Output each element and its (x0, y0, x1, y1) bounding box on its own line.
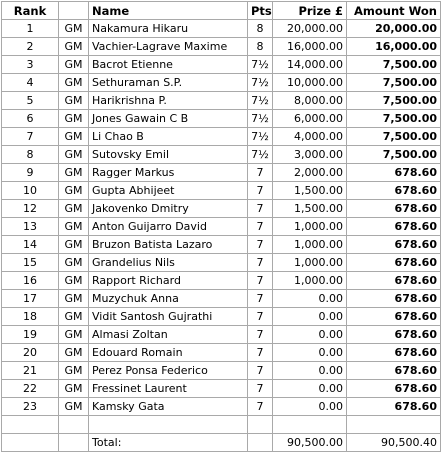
prize-cell: 0.00 (273, 326, 347, 344)
header-pts: Pts (248, 2, 273, 20)
rank-cell: 9 (2, 164, 59, 182)
points-cell: 7½ (248, 146, 273, 164)
prize-cell: 4,000.00 (273, 128, 347, 146)
rank-cell: 15 (2, 254, 59, 272)
points-cell: 7 (248, 380, 273, 398)
points-cell: 8 (248, 20, 273, 38)
table-row (2, 362, 441, 380)
title-cell: GM (59, 164, 89, 182)
amount-won-cell: 678.60 (347, 308, 441, 326)
table-row (2, 128, 441, 146)
rank-cell: 23 (2, 398, 59, 416)
table-row (2, 146, 441, 164)
title-cell: GM (59, 308, 89, 326)
table-row (2, 380, 441, 398)
amount-won-cell: 7,500.00 (347, 110, 441, 128)
title-cell: GM (59, 254, 89, 272)
name-cell: Bacrot Etienne (89, 56, 248, 74)
table-row (2, 398, 441, 416)
points-cell: 7 (248, 200, 273, 218)
prize-cell: 16,000.00 (273, 38, 347, 56)
title-cell: GM (59, 182, 89, 200)
prize-cell: 1,000.00 (273, 272, 347, 290)
amount-won-cell (347, 416, 441, 434)
points-cell: 7½ (248, 74, 273, 92)
table-row (2, 74, 441, 92)
name-cell: Nakamura Hikaru (89, 20, 248, 38)
points-cell (248, 416, 273, 434)
table-body (2, 20, 441, 452)
prize-cell: 0.00 (273, 344, 347, 362)
amount-won-cell: 678.60 (347, 344, 441, 362)
amount-won-cell: 678.60 (347, 254, 441, 272)
rank-cell: 4 (2, 74, 59, 92)
points-cell: 7 (248, 272, 273, 290)
prize-cell (273, 416, 347, 434)
header-prize: Prize £ (273, 2, 347, 20)
total-spacer-cell (2, 434, 59, 452)
amount-won-cell: 678.60 (347, 218, 441, 236)
prize-cell: 20,000.00 (273, 20, 347, 38)
name-cell: Grandelius Nils (89, 254, 248, 272)
amount-won-cell: 678.60 (347, 380, 441, 398)
table-row (2, 344, 441, 362)
rank-cell: 5 (2, 92, 59, 110)
points-cell: 7½ (248, 110, 273, 128)
title-cell: GM (59, 38, 89, 56)
name-cell: Anton Guijarro David (89, 218, 248, 236)
title-cell: GM (59, 218, 89, 236)
rank-cell: 20 (2, 344, 59, 362)
points-cell: 7½ (248, 56, 273, 74)
header-row (2, 2, 441, 20)
points-cell: 7 (248, 218, 273, 236)
rank-cell: 8 (2, 146, 59, 164)
rank-cell: 19 (2, 326, 59, 344)
points-cell: 7½ (248, 92, 273, 110)
header-name: Name (89, 2, 248, 20)
table-row (2, 218, 441, 236)
rank-cell: 16 (2, 272, 59, 290)
prize-cell: 1,000.00 (273, 236, 347, 254)
prize-cell: 1,000.00 (273, 254, 347, 272)
table-row (2, 38, 441, 56)
amount-won-cell: 7,500.00 (347, 74, 441, 92)
title-cell (59, 416, 89, 434)
title-cell: GM (59, 110, 89, 128)
points-cell: 7 (248, 344, 273, 362)
name-cell: Jakovenko Dmitry (89, 200, 248, 218)
amount-won-cell: 678.60 (347, 326, 441, 344)
table-row (2, 308, 441, 326)
prize-cell: 0.00 (273, 290, 347, 308)
amount-won-cell: 678.60 (347, 200, 441, 218)
amount-won-cell: 7,500.00 (347, 92, 441, 110)
points-cell: 7½ (248, 128, 273, 146)
name-cell: Vidit Santosh Gujrathi (89, 308, 248, 326)
prize-cell: 1,500.00 (273, 200, 347, 218)
name-cell: Edouard Romain (89, 344, 248, 362)
rank-cell: 12 (2, 200, 59, 218)
title-cell: GM (59, 290, 89, 308)
name-cell: Perez Ponsa Federico (89, 362, 248, 380)
name-cell: Vachier-Lagrave Maxime (89, 38, 248, 56)
rank-cell: 7 (2, 128, 59, 146)
total-row (2, 434, 441, 452)
points-cell: 7 (248, 398, 273, 416)
title-cell: GM (59, 92, 89, 110)
points-cell: 7 (248, 290, 273, 308)
amount-won-cell: 678.60 (347, 164, 441, 182)
points-cell: 7 (248, 164, 273, 182)
rank-cell: 3 (2, 56, 59, 74)
name-cell: Almasi Zoltan (89, 326, 248, 344)
name-cell: Kamsky Gata (89, 398, 248, 416)
title-cell: GM (59, 326, 89, 344)
total-amount-won: 90,500.40 (347, 434, 441, 452)
title-cell: GM (59, 56, 89, 74)
name-cell: Harikrishna P. (89, 92, 248, 110)
amount-won-cell: 20,000.00 (347, 20, 441, 38)
rank-cell (2, 416, 59, 434)
title-cell: GM (59, 20, 89, 38)
prize-cell: 0.00 (273, 308, 347, 326)
name-cell: Bruzon Batista Lazaro (89, 236, 248, 254)
prize-cell: 2,000.00 (273, 164, 347, 182)
rank-cell: 2 (2, 38, 59, 56)
amount-won-cell: 678.60 (347, 236, 441, 254)
title-cell: GM (59, 236, 89, 254)
amount-won-cell: 678.60 (347, 182, 441, 200)
title-cell: GM (59, 344, 89, 362)
header-rank: Rank (2, 2, 59, 20)
table-row (2, 164, 441, 182)
title-cell: GM (59, 74, 89, 92)
prize-table (1, 1, 441, 452)
table-row (2, 272, 441, 290)
total-spacer-cell (59, 434, 89, 452)
points-cell: 7 (248, 362, 273, 380)
name-cell: Sethuraman S.P. (89, 74, 248, 92)
total-spacer-cell (248, 434, 273, 452)
amount-won-cell: 7,500.00 (347, 146, 441, 164)
table-row (2, 20, 441, 38)
title-cell: GM (59, 272, 89, 290)
prize-cell: 0.00 (273, 380, 347, 398)
name-cell (89, 416, 248, 434)
total-label: Total: (89, 434, 248, 452)
name-cell: Rapport Richard (89, 272, 248, 290)
title-cell: GM (59, 146, 89, 164)
name-cell: Ragger Markus (89, 164, 248, 182)
title-cell: GM (59, 398, 89, 416)
table-row (2, 110, 441, 128)
prize-cell: 3,000.00 (273, 146, 347, 164)
amount-won-cell: 678.60 (347, 398, 441, 416)
prize-cell: 10,000.00 (273, 74, 347, 92)
name-cell: Muzychuk Anna (89, 290, 248, 308)
amount-won-cell: 678.60 (347, 290, 441, 308)
points-cell: 7 (248, 254, 273, 272)
rank-cell: 21 (2, 362, 59, 380)
rank-cell: 10 (2, 182, 59, 200)
name-cell: Fressinet Laurent (89, 380, 248, 398)
prize-cell: 14,000.00 (273, 56, 347, 74)
prize-cell: 6,000.00 (273, 110, 347, 128)
title-cell: GM (59, 380, 89, 398)
points-cell: 7 (248, 326, 273, 344)
rank-cell: 1 (2, 20, 59, 38)
rank-cell: 17 (2, 290, 59, 308)
points-cell: 7 (248, 182, 273, 200)
amount-won-cell: 7,500.00 (347, 56, 441, 74)
table-row (2, 290, 441, 308)
name-cell: Li Chao B (89, 128, 248, 146)
title-cell: GM (59, 200, 89, 218)
table-row (2, 236, 441, 254)
header-amount-won: Amount Won (347, 2, 441, 20)
title-cell: GM (59, 362, 89, 380)
rank-cell: 6 (2, 110, 59, 128)
name-cell: Jones Gawain C B (89, 110, 248, 128)
header-title (59, 2, 89, 20)
amount-won-cell: 678.60 (347, 272, 441, 290)
title-cell: GM (59, 128, 89, 146)
table-row (2, 326, 441, 344)
points-cell: 7 (248, 236, 273, 254)
rank-cell: 14 (2, 236, 59, 254)
name-cell: Gupta Abhijeet (89, 182, 248, 200)
prize-cell: 8,000.00 (273, 92, 347, 110)
prize-cell: 0.00 (273, 398, 347, 416)
table-row (2, 416, 441, 434)
amount-won-cell: 678.60 (347, 362, 441, 380)
points-cell: 8 (248, 38, 273, 56)
amount-won-cell: 16,000.00 (347, 38, 441, 56)
amount-won-cell: 7,500.00 (347, 128, 441, 146)
table-row (2, 200, 441, 218)
rank-cell: 18 (2, 308, 59, 326)
table-row (2, 254, 441, 272)
total-prize: 90,500.00 (273, 434, 347, 452)
points-cell: 7 (248, 308, 273, 326)
table-row (2, 56, 441, 74)
prize-cell: 1,000.00 (273, 218, 347, 236)
rank-cell: 13 (2, 218, 59, 236)
prize-cell: 0.00 (273, 362, 347, 380)
table-row (2, 182, 441, 200)
prize-cell: 1,500.00 (273, 182, 347, 200)
name-cell: Sutovsky Emil (89, 146, 248, 164)
rank-cell: 22 (2, 380, 59, 398)
table-row (2, 92, 441, 110)
